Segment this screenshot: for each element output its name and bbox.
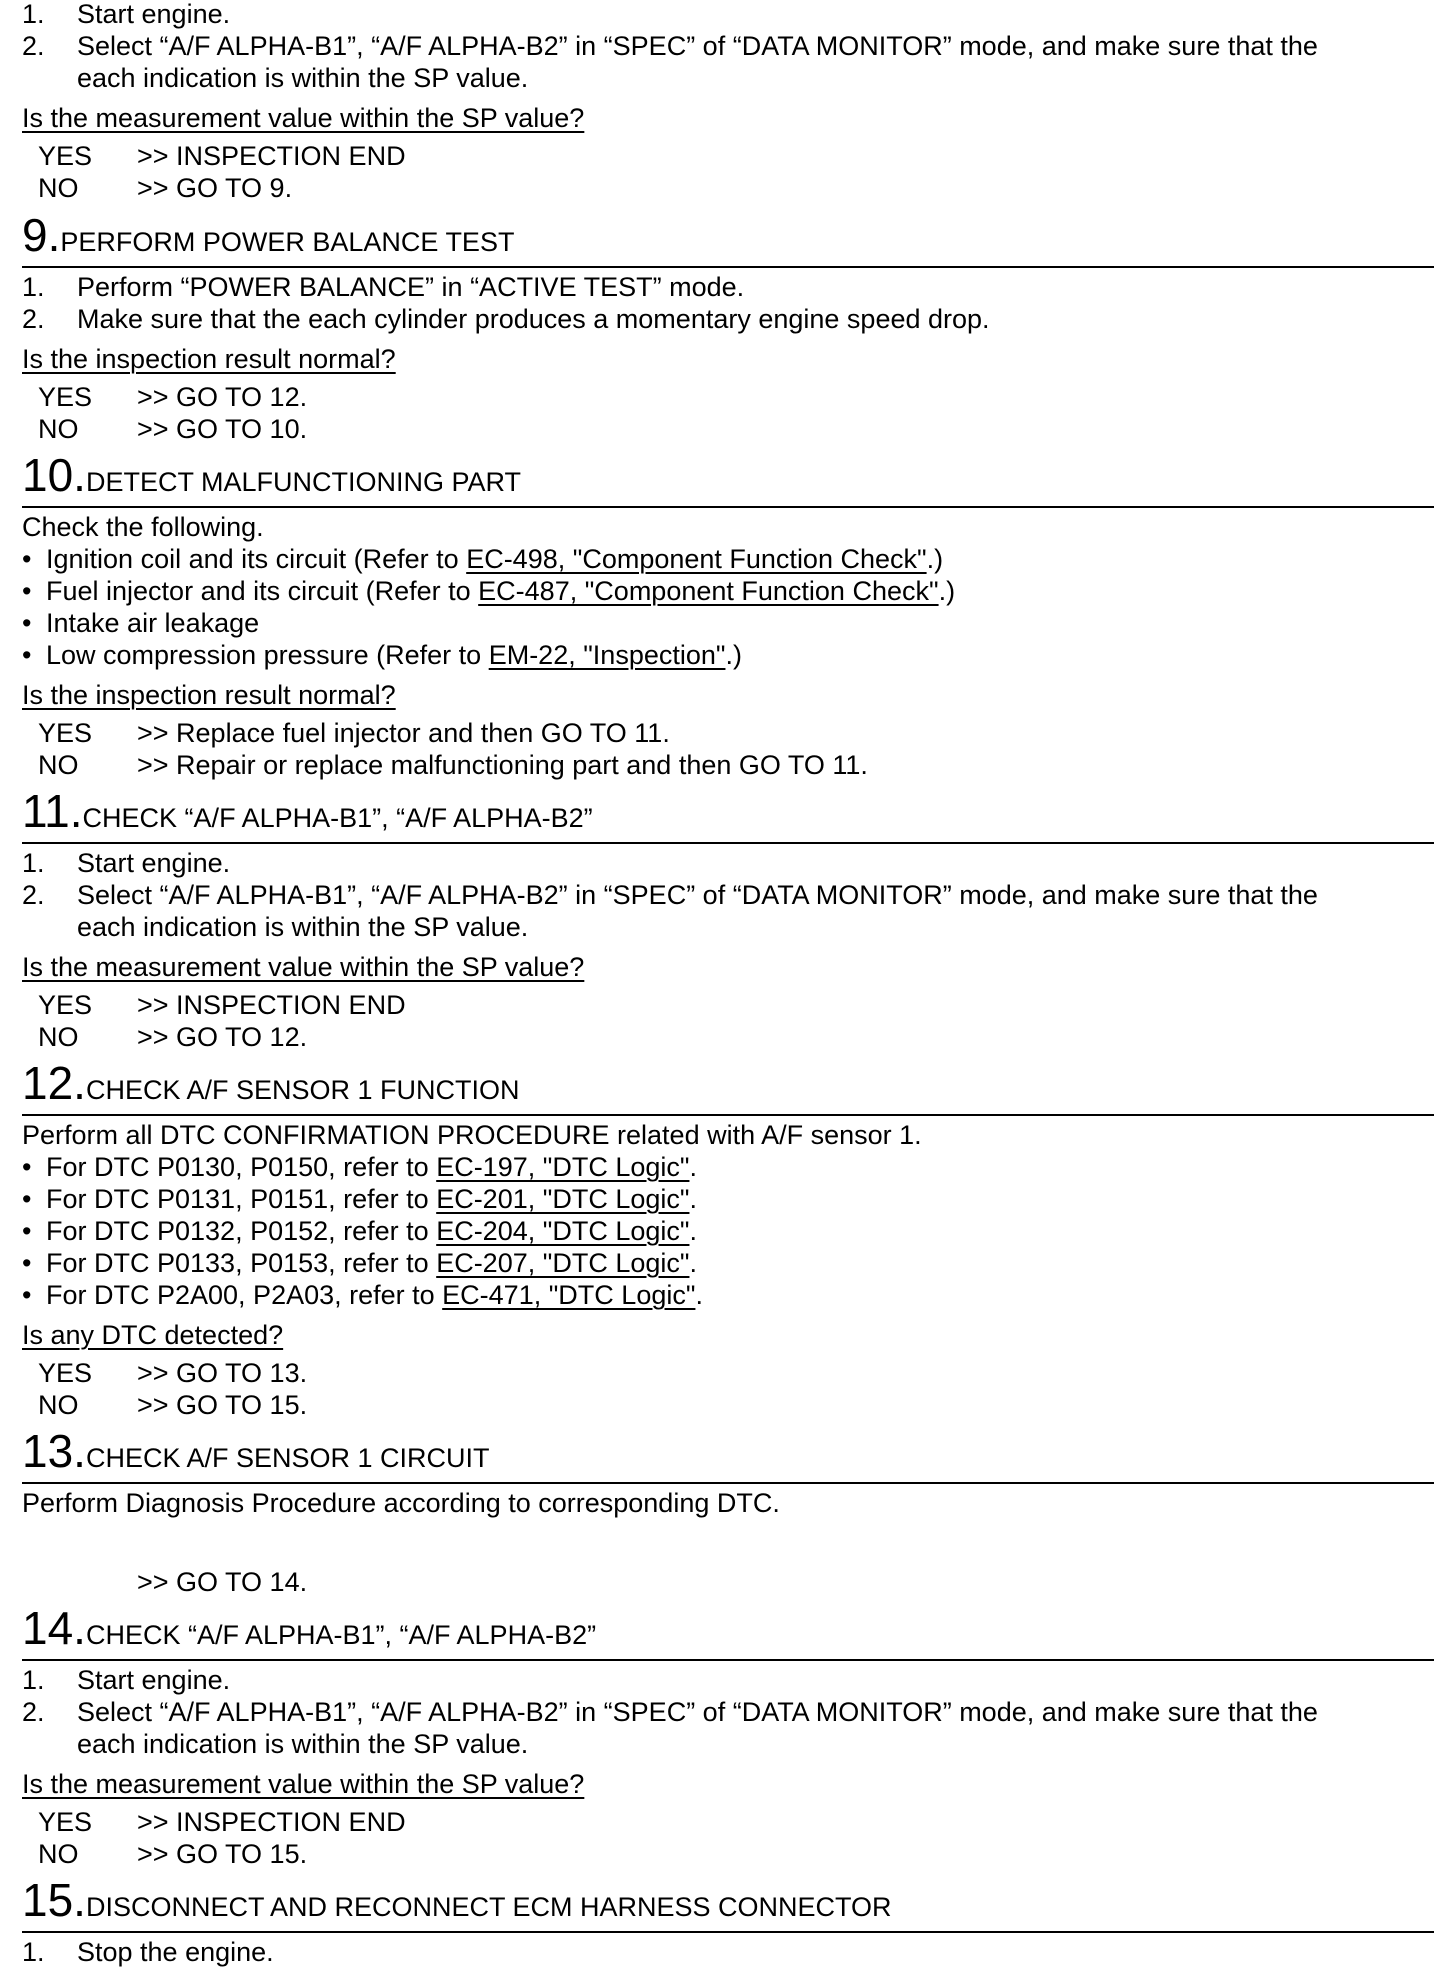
answer-label: YES bbox=[38, 141, 93, 171]
answer-text: >> Repair or replace malfunctioning part and then GO TO 11. bbox=[137, 750, 868, 780]
bullet-text: For DTC P0133, P0153, refer to bbox=[46, 1248, 437, 1278]
answer-text: >> GO TO 10. bbox=[137, 414, 308, 444]
bullet-dot: • bbox=[22, 576, 32, 606]
goto-text: >> GO TO 14. bbox=[137, 1567, 308, 1597]
bullet-suffix: . bbox=[695, 1280, 703, 1310]
intro-text: Perform Diagnosis Procedure according to corresponding DTC. bbox=[22, 1488, 780, 1518]
inspection-question: Is the measurement value within the SP value? bbox=[22, 103, 585, 133]
reference-link[interactable]: EC-471, "DTC Logic" bbox=[442, 1280, 696, 1310]
section-title: CHECK “A/F ALPHA-B1”, “A/F ALPHA-B2” bbox=[85, 1620, 597, 1650]
step-number: 1. bbox=[22, 1937, 45, 1967]
step-text: Start engine. bbox=[77, 848, 231, 878]
section-divider bbox=[22, 1659, 1434, 1661]
step-text: Stop the engine. bbox=[77, 1937, 274, 1967]
section-heading-11 bbox=[22, 786, 593, 836]
step-text: Start engine. bbox=[77, 0, 231, 29]
section-title: CHECK A/F SENSOR 1 FUNCTION bbox=[85, 1075, 520, 1105]
bullet-text: Fuel injector and its circuit (Refer to bbox=[46, 576, 479, 606]
section-number: 15. bbox=[22, 1874, 86, 1926]
inspection-question: Is the measurement value within the SP value? bbox=[22, 1769, 585, 1799]
step-text-continued: each indication is within the SP value. bbox=[77, 1729, 529, 1759]
section-number: 13. bbox=[22, 1425, 86, 1477]
reference-link[interactable]: EC-207, "DTC Logic" bbox=[436, 1248, 690, 1278]
section-title: DISCONNECT AND RECONNECT ECM HARNESS CONNECTOR bbox=[85, 1892, 892, 1922]
bullet-dot: • bbox=[22, 608, 32, 638]
step-number: 2. bbox=[22, 880, 45, 910]
section-divider bbox=[22, 1114, 1434, 1116]
bullet-dot: • bbox=[22, 1216, 32, 1246]
section-title: DETECT MALFUNCTIONING PART bbox=[85, 467, 521, 497]
section-heading-13 bbox=[22, 1426, 490, 1476]
answer-label: NO bbox=[38, 414, 79, 444]
section-heading-10 bbox=[22, 450, 521, 500]
section-title: CHECK “A/F ALPHA-B1”, “A/F ALPHA-B2” bbox=[82, 803, 593, 833]
answer-label: YES bbox=[38, 1807, 93, 1837]
answer-text: >> INSPECTION END bbox=[137, 1807, 406, 1837]
answer-label: NO bbox=[38, 1022, 79, 1052]
bullet-text: Ignition coil and its circuit (Refer to bbox=[46, 544, 467, 574]
bullet-dot: • bbox=[22, 640, 32, 670]
step-text-continued: each indication is within the SP value. bbox=[77, 912, 529, 942]
step-number: 1. bbox=[22, 0, 45, 29]
inspection-question: Is any DTC detected? bbox=[22, 1320, 284, 1350]
inspection-question: Is the measurement value within the SP value? bbox=[22, 952, 585, 982]
section-number: 9. bbox=[22, 209, 61, 261]
reference-link[interactable]: EC-498, "Component Function Check" bbox=[466, 544, 927, 574]
answer-text: >> GO TO 12. bbox=[137, 382, 308, 412]
bullet-text: Low compression pressure (Refer to bbox=[46, 640, 489, 670]
bullet-suffix: .) bbox=[938, 576, 956, 606]
bullet-text: For DTC P0130, P0150, refer to bbox=[46, 1152, 437, 1182]
inspection-question: Is the inspection result normal? bbox=[22, 344, 396, 374]
answer-text: >> GO TO 9. bbox=[137, 173, 293, 203]
section-heading-12 bbox=[22, 1058, 520, 1108]
step-text: Select “A/F ALPHA-B1”, “A/F ALPHA-B2” in “SPEC” of “DATA MONITOR” mode, and make sure that the bbox=[77, 880, 1318, 910]
section-number: 12. bbox=[22, 1057, 86, 1109]
bullet-dot: • bbox=[22, 1280, 32, 1310]
reference-link[interactable]: EC-197, "DTC Logic" bbox=[436, 1152, 690, 1182]
section-heading-14 bbox=[22, 1603, 596, 1653]
reference-link[interactable]: EC-487, "Component Function Check" bbox=[478, 576, 939, 606]
answer-label: NO bbox=[38, 1390, 79, 1420]
bullet-suffix: .) bbox=[926, 544, 944, 574]
section-title: CHECK A/F SENSOR 1 CIRCUIT bbox=[85, 1443, 490, 1473]
section-number: 11. bbox=[22, 785, 83, 837]
bullet-suffix: . bbox=[689, 1248, 697, 1278]
section-divider bbox=[22, 266, 1434, 268]
section-divider bbox=[22, 506, 1434, 508]
section-number: 14. bbox=[22, 1602, 86, 1654]
section-divider bbox=[22, 842, 1434, 844]
section-divider bbox=[22, 1931, 1434, 1933]
answer-label: YES bbox=[38, 990, 93, 1020]
answer-label: NO bbox=[38, 173, 79, 203]
bullet-suffix: .) bbox=[725, 640, 742, 670]
bullet-suffix: . bbox=[689, 1184, 697, 1214]
reference-link[interactable]: EM-22, "Inspection" bbox=[488, 640, 726, 670]
step-number: 1. bbox=[22, 848, 45, 878]
bullet-text: For DTC P0132, P0152, refer to bbox=[46, 1216, 437, 1246]
section-number: 10. bbox=[22, 449, 86, 501]
step-text: Select “A/F ALPHA-B1”, “A/F ALPHA-B2” in “SPEC” of “DATA MONITOR” mode, and make sure that the bbox=[77, 31, 1318, 61]
answer-text: >> Replace fuel injector and then GO TO 11. bbox=[137, 718, 670, 748]
answer-label: NO bbox=[38, 1839, 79, 1869]
step-text: Perform “POWER BALANCE” in “ACTIVE TEST” mode. bbox=[77, 272, 745, 302]
bullet-text: For DTC P0131, P0151, refer to bbox=[46, 1184, 437, 1214]
step-number: 1. bbox=[22, 1665, 45, 1695]
section-divider bbox=[22, 1482, 1434, 1484]
answer-label: NO bbox=[38, 750, 79, 780]
section-title: PERFORM POWER BALANCE TEST bbox=[60, 227, 515, 257]
bullet-dot: • bbox=[22, 1248, 32, 1278]
answer-label: YES bbox=[38, 1358, 93, 1388]
answer-text: >> INSPECTION END bbox=[137, 990, 406, 1020]
answer-text: >> GO TO 15. bbox=[137, 1839, 308, 1869]
bullet-text: For DTC P2A00, P2A03, refer to bbox=[46, 1280, 443, 1310]
step-number: 2. bbox=[22, 304, 45, 334]
bullet-dot: • bbox=[22, 1152, 32, 1182]
answer-text: >> GO TO 12. bbox=[137, 1022, 308, 1052]
bullet-text: Intake air leakage bbox=[46, 608, 260, 638]
answer-text: >> GO TO 13. bbox=[137, 1358, 308, 1388]
step-text: Start engine. bbox=[77, 1665, 231, 1695]
bullet-dot: • bbox=[22, 544, 32, 574]
intro-text: Perform all DTC CONFIRMATION PROCEDURE related with A/F sensor 1. bbox=[22, 1120, 922, 1150]
reference-link[interactable]: EC-201, "DTC Logic" bbox=[436, 1184, 690, 1214]
section-heading-9 bbox=[22, 210, 514, 260]
step-number: 2. bbox=[22, 31, 45, 61]
step-text-continued: each indication is within the SP value. bbox=[77, 63, 529, 93]
intro-text: Check the following. bbox=[22, 512, 264, 542]
step-number: 1. bbox=[22, 272, 45, 302]
answer-label: YES bbox=[38, 718, 93, 748]
bullet-suffix: . bbox=[689, 1152, 697, 1182]
answer-text: >> INSPECTION END bbox=[137, 141, 406, 171]
step-text: Select “A/F ALPHA-B1”, “A/F ALPHA-B2” in “SPEC” of “DATA MONITOR” mode, and make sure that the bbox=[77, 1697, 1318, 1727]
inspection-question: Is the inspection result normal? bbox=[22, 680, 396, 710]
reference-link[interactable]: EC-204, "DTC Logic" bbox=[436, 1216, 690, 1246]
bullet-dot: • bbox=[22, 1184, 32, 1214]
bullet-suffix: . bbox=[689, 1216, 697, 1246]
answer-text: >> GO TO 15. bbox=[137, 1390, 308, 1420]
answer-label: YES bbox=[38, 382, 93, 412]
section-heading-15 bbox=[22, 1875, 892, 1925]
step-text: Make sure that the each cylinder produces a momentary engine speed drop. bbox=[77, 304, 990, 334]
step-number: 2. bbox=[22, 1697, 45, 1727]
